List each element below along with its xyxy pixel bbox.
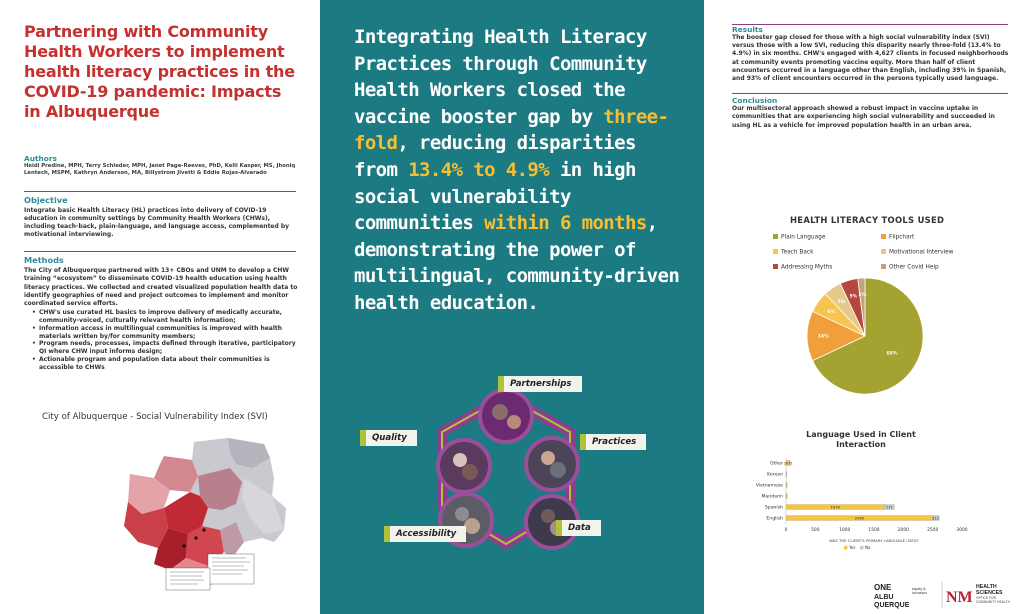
objective-text: Integrate basic Health Literacy (HL) practices into delivery of COVID-19 education in community settings by Community Health Workers (CHWs), including teach-back, plain-language, and language access, complemented by motivational interviewing. xyxy=(24,207,290,239)
category-label: Vietnamese xyxy=(755,483,783,489)
legend-swatch xyxy=(881,249,886,254)
x-tick-label: 3000 xyxy=(956,528,968,533)
bar-legend-swatch xyxy=(860,546,864,550)
legend-item xyxy=(881,234,914,241)
legend-swatch xyxy=(881,234,886,239)
svi-map xyxy=(124,438,296,596)
headline-text: , reducing disparities from xyxy=(354,132,636,181)
headline-highlight: 13.4% to 4.9% xyxy=(408,158,550,181)
x-axis-label: WAS THE CLIENT'S PRIMARY LANGUAGE USED? xyxy=(829,538,919,543)
legend-label: Teach Back xyxy=(781,249,814,256)
svi-map-graphic xyxy=(124,438,296,596)
legend-item xyxy=(773,234,825,241)
category-label: Mandarin xyxy=(761,494,783,500)
legend-label: Flipchart xyxy=(889,234,915,241)
bar-legend-swatch xyxy=(844,546,848,550)
logos xyxy=(872,578,1022,614)
conclusion-text: Our multisectoral approach showed a robust impact in vaccine uptake in communities that are experiencing high social vulnerability and succeeded in using HL as a vehicle for improved population health in an urban area. xyxy=(732,105,995,129)
bar-data-label: 171 xyxy=(886,505,893,510)
x-tick-label: 1000 xyxy=(839,528,851,533)
legend-swatch xyxy=(881,264,886,269)
legend-swatch xyxy=(773,234,778,239)
legend-item xyxy=(881,264,939,271)
category-label: Spanish xyxy=(764,505,783,511)
bar-segment xyxy=(786,472,787,477)
x-tick-label: 500 xyxy=(811,528,820,533)
headline-statement xyxy=(354,24,684,317)
methods-bullets xyxy=(24,309,302,372)
pie-chart xyxy=(800,272,930,400)
category-label: English xyxy=(766,516,783,522)
legend-swatch xyxy=(773,264,778,269)
bar-legend-label: Yes xyxy=(849,545,856,550)
section-divider xyxy=(24,251,296,252)
bar-segment xyxy=(787,483,788,488)
poster-title: Partnering with Community Health Workers to implement health literacy practices in the COVID-19 pandemic: Impacts in Albuquerque xyxy=(24,22,295,121)
pie-chart-title: HEALTH LITERACY TOOLS USED xyxy=(790,215,945,225)
category-label: Korean xyxy=(767,472,783,478)
pie-data-label: 2% xyxy=(858,292,867,298)
one-albuquerque-logo: ONE xyxy=(874,583,892,592)
legend-item xyxy=(773,249,813,256)
svg-text:equity &: equity & xyxy=(912,587,926,591)
conclusion-heading: Conclusion xyxy=(732,96,778,106)
x-tick-label: 0 xyxy=(784,528,788,533)
hex-label-partnerships: Partnerships xyxy=(498,376,582,392)
hexagon-network xyxy=(360,360,660,600)
methods-bullet: • Information access in multilingual communities is improved with health materials written by/for community members; xyxy=(32,325,302,341)
headline-text: , demonstrating the power of multilingual, community-driven health education. xyxy=(354,212,680,314)
bar-chart xyxy=(740,450,990,550)
headline-text: in high social vulnerability communities xyxy=(354,158,636,235)
methods-bullet: • Actionable program and population data about their communities is accessible to CHWs xyxy=(32,356,302,372)
legend-label: Other Covid Help xyxy=(889,264,939,271)
pie-data-label: 68% xyxy=(886,351,898,357)
legend-item xyxy=(773,264,832,271)
headline-highlight: within 6 months xyxy=(484,212,647,235)
bar-data-label: 2071 xyxy=(783,461,793,466)
quality-photo xyxy=(438,440,490,492)
bar-chart-title: Language Used in Client Interaction xyxy=(806,430,916,449)
hex-label-accessibility: Accessibility xyxy=(384,526,466,542)
svg-text:QUERQUE: QUERQUE xyxy=(874,602,910,609)
svg-text:ALBU: ALBU xyxy=(874,594,894,601)
x-tick-label: 1500 xyxy=(868,528,880,533)
svg-text:SCIENCES: SCIENCES xyxy=(976,590,1003,596)
partner-logos xyxy=(872,578,1022,614)
methods-bullet: • Program needs, processes, impacts defined through iterative, participatory QI where CHW input informs design; xyxy=(32,340,302,356)
bar-data-label: 112 xyxy=(932,516,940,521)
framework-diagram xyxy=(360,360,660,600)
pie-data-label: 5% xyxy=(837,299,846,305)
bar-segment xyxy=(787,494,788,499)
hex-label-quality: Quality xyxy=(360,430,417,446)
unm-logo: NM xyxy=(946,589,973,606)
methods-bullet: • CHW's use curated HL basics to improve delivery of medically accurate, community-voiced, culturally relevant health information; xyxy=(32,309,302,325)
pie-data-label: 14% xyxy=(817,334,829,340)
category-label: Other xyxy=(769,461,783,467)
bar-data-label: 2498 xyxy=(854,516,864,521)
map-title: City of Albuquerque - Social Vulnerability Index (SVI) xyxy=(42,412,268,422)
pie-data-label: 5% xyxy=(849,294,858,300)
svg-text:COMMUNITY HEALTH: COMMUNITY HEALTH xyxy=(976,600,1010,604)
center-panel xyxy=(320,0,704,614)
svg-text:inclusion: inclusion xyxy=(912,591,927,595)
section-divider xyxy=(24,191,296,192)
x-tick-label: 2000 xyxy=(897,528,909,533)
results-heading: Results xyxy=(732,25,763,34)
pie-data-label: 6% xyxy=(827,309,836,315)
methods-heading: Methods xyxy=(24,255,64,266)
hex-label-practices: Practices xyxy=(580,434,646,450)
x-tick-label: 2500 xyxy=(927,528,939,533)
headline-text: Integrating Health Literacy Practices through Community Health Workers closed the vaccine booster gap by xyxy=(354,26,647,128)
legend-swatch xyxy=(773,249,778,254)
legend-item xyxy=(881,249,953,256)
practices-photo xyxy=(526,438,578,490)
legend-label: Addressing Myths xyxy=(781,264,833,271)
objective-heading: Objective xyxy=(24,195,68,205)
authors-list: Heidi Predine, MPH, Terry Schleder, MPH, Janet Page-Reeves, PhD, Kelli Kasper, MS, Jhoniq Lentech, MSPM, Kathryn Anderson, MA, Billystrom Jivetti & Eddie Rojas-Alvarado xyxy=(24,163,296,176)
section-divider xyxy=(732,93,1008,94)
bar-data-label: 1678 xyxy=(830,505,840,510)
results-text: The booster gap closed for those with a high social vulnerability index (SVI) versus those with a low SVI, reducing this disparity nearly three-fold (13.4% to 4.9%) in six months. CHW's engaged with 4,627 clients in focused neighborhoods at community events promoting vaccine equity. More than half of client encounters occurred in a language other than English, including 39% in Spanish, and 93% of client encounters occurred in the persons typically used language. xyxy=(732,34,1009,83)
legend-label: Motivational Interview xyxy=(889,249,954,256)
bar-legend-label: No xyxy=(865,545,871,550)
legend-label: Plain Language xyxy=(781,234,826,241)
headline-highlight: three-fold xyxy=(354,105,669,155)
methods-text: The City of Albuquerque partnered with 13+ CBOs and UNM to develop a CHW training “ecosystem” to disseminate COVID-19 health education using health literacy practices. We collected and created visualized population health data to identify geographies of need and project outcomes to implement and monitor coordinated service efforts. xyxy=(24,267,298,307)
svg-text:OFFICE FOR: OFFICE FOR xyxy=(976,596,996,600)
svg-text:HEALTH: HEALTH xyxy=(976,584,997,590)
authors-heading: Authors xyxy=(24,154,57,163)
hex-label-data: Data xyxy=(556,520,601,536)
